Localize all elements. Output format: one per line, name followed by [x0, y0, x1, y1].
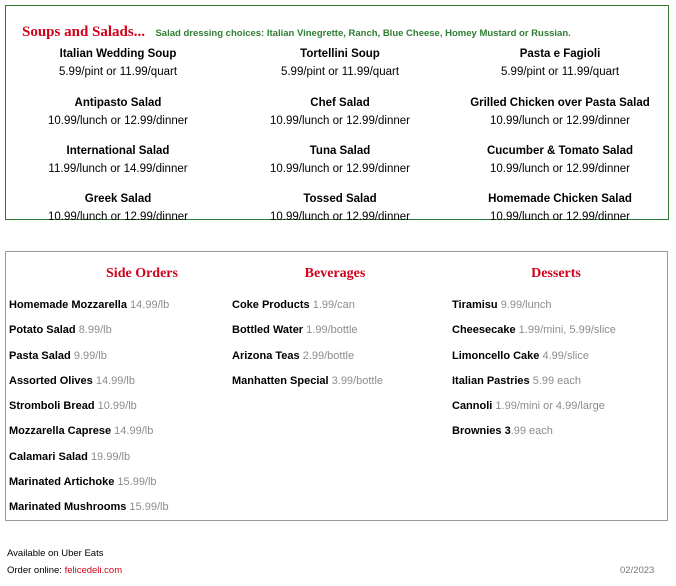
item-price: 10.99/lb: [97, 400, 137, 413]
menu-item: [8, 143, 228, 177]
item-name: Cucumber & Tomato Salad: [486, 145, 634, 157]
list-item: [9, 350, 169, 375]
section-title: Soups and Salads...: [22, 24, 145, 40]
item-name: Grilled Chicken over Pasta Salad: [470, 97, 650, 109]
order-label: Order online:: [7, 565, 65, 576]
menu-item: [450, 46, 670, 80]
item-price: 10.99/lunch or 12.99/dinner: [47, 211, 189, 223]
item-price: 10.99/lunch or 12.99/dinner: [489, 115, 631, 127]
item-price: 15.99/lb: [117, 476, 157, 489]
item-price: 1.99/can: [312, 299, 355, 311]
item-price: 19.99/lb: [90, 450, 131, 463]
item-price: 10.99/lunch or 12.99/dinner: [489, 211, 631, 223]
menu-item: [230, 95, 450, 129]
list-item: [232, 299, 383, 324]
item-price: 5.99/pint or 11.99/quart: [280, 66, 400, 78]
item-price: 9.99/lunch: [500, 299, 552, 311]
menu-item: [230, 191, 450, 225]
item-name: Tortellini Soup: [300, 48, 380, 60]
item-price: 5.99/pint or 11.99/quart: [58, 66, 178, 78]
item-price: 14.99/lb: [130, 299, 170, 311]
menu-item: [8, 95, 228, 129]
item-price: 11.99/lunch or 14.99/dinner: [48, 163, 188, 175]
item-name: Brownies 3: [452, 425, 511, 438]
item-name: Tiramisu: [452, 299, 498, 311]
menu-date: 02/2023: [620, 565, 655, 576]
item-name: Homemade Chicken Salad: [488, 193, 632, 205]
item-price: 3.99/bottle: [331, 374, 384, 387]
item-price: 10.99/lunch or 12.99/dinner: [269, 163, 411, 175]
menu-lists-section: [5, 251, 668, 521]
list-item: [9, 400, 169, 425]
item-name: Marinated Mushrooms: [9, 501, 127, 514]
item-price: 10.99/lunch or 12.99/dinner: [269, 115, 411, 127]
item-price: 10.99/lunch or 12.99/dinner: [489, 163, 631, 175]
menu-item: [8, 46, 228, 80]
list-item: [452, 375, 616, 400]
item-price: 14.99/lb: [114, 425, 154, 438]
item-price: 1.99/mini or 4.99/large: [495, 400, 605, 413]
item-name: Pasta e Fagioli: [519, 48, 601, 60]
item-name: Antipasto Salad: [74, 97, 162, 109]
menu-item: [230, 143, 450, 177]
item-name: Calamari Salad: [9, 450, 88, 463]
item-name: Homemade Mozzarella: [9, 299, 127, 311]
list-item: [9, 476, 169, 501]
list-item: [452, 299, 616, 324]
item-price: 9.99/lb: [73, 349, 107, 362]
item-name: Manhatten Special: [232, 374, 329, 387]
item-name: Mozzarella Caprese: [9, 425, 112, 438]
list-item: [232, 350, 383, 375]
item-name: Marinated Artichoke: [9, 476, 115, 489]
menu-item: [450, 95, 670, 129]
item-price: 1.99/mini, 5.99/slice: [518, 324, 616, 337]
item-name: Cannoli: [452, 400, 493, 413]
menu-item: [8, 191, 228, 225]
beverages-list: [232, 299, 383, 400]
item-price: 5.99/pint or 11.99/quart: [500, 66, 620, 78]
item-name: Italian Wedding Soup: [59, 48, 177, 60]
list-item: [452, 324, 616, 349]
list-item: [232, 375, 383, 400]
item-name: Tossed Salad: [303, 193, 377, 205]
item-name: Coke Products: [232, 299, 310, 311]
item-name: Assorted Olives: [9, 374, 93, 387]
list-item: [452, 400, 616, 425]
list-item: [452, 350, 616, 375]
item-name: Chef Salad: [310, 97, 370, 109]
list-item: [232, 324, 383, 349]
item-name: Stromboli Bread: [9, 400, 95, 413]
item-name: Bottled Water: [232, 324, 304, 337]
menu-item: [230, 46, 450, 80]
dressing-note: Salad dressing choices: Italian Vinegrette, Ranch, Blue Cheese, Homey Mustard or Russian.: [155, 28, 571, 39]
item-price: 10.99/lunch or 12.99/dinner: [269, 211, 411, 223]
item-name: Potato Salad: [9, 324, 76, 337]
list-item: [9, 375, 169, 400]
menu-item: [450, 191, 670, 225]
item-price: 4.99/slice: [542, 349, 589, 362]
order-online: [7, 565, 122, 576]
availability-note: Available on Uber Eats: [7, 548, 104, 559]
soups-header: [22, 23, 571, 41]
item-name: Greek Salad: [84, 193, 152, 205]
desserts-list: [452, 299, 616, 451]
list-item: [9, 451, 169, 476]
list-item: [9, 324, 169, 349]
list-item: [9, 425, 169, 450]
item-price: .99 each: [510, 425, 553, 438]
item-name: Tuna Salad: [309, 145, 371, 157]
item-name: Arizona Teas: [232, 349, 300, 362]
item-price: 1.99/bottle: [306, 324, 358, 337]
side-orders-list: [9, 299, 169, 527]
list-item: [452, 425, 616, 450]
item-name: International Salad: [66, 145, 170, 157]
order-link[interactable]: felicedeli.com: [64, 565, 123, 576]
item-price: 14.99/lb: [95, 374, 135, 387]
item-price: 2.99/bottle: [302, 349, 355, 362]
item-name: Cheesecake: [452, 324, 516, 337]
item-name: Italian Pastries: [452, 374, 530, 387]
beverages-title: Beverages: [304, 266, 366, 281]
item-price: 15.99/lb: [129, 501, 169, 514]
soups-salads-section: [5, 5, 669, 223]
item-name: Limoncello Cake: [452, 349, 540, 362]
list-item: [9, 501, 169, 526]
desserts-title: Desserts: [531, 266, 581, 281]
list-item: [9, 299, 169, 324]
item-price: 10.99/lunch or 12.99/dinner: [47, 115, 189, 127]
side-orders-title: Side Orders: [106, 266, 178, 281]
item-price: 8.99/lb: [78, 324, 112, 337]
item-name: Pasta Salad: [9, 349, 71, 362]
item-price: 5.99 each: [532, 374, 582, 387]
menu-item: [450, 143, 670, 177]
